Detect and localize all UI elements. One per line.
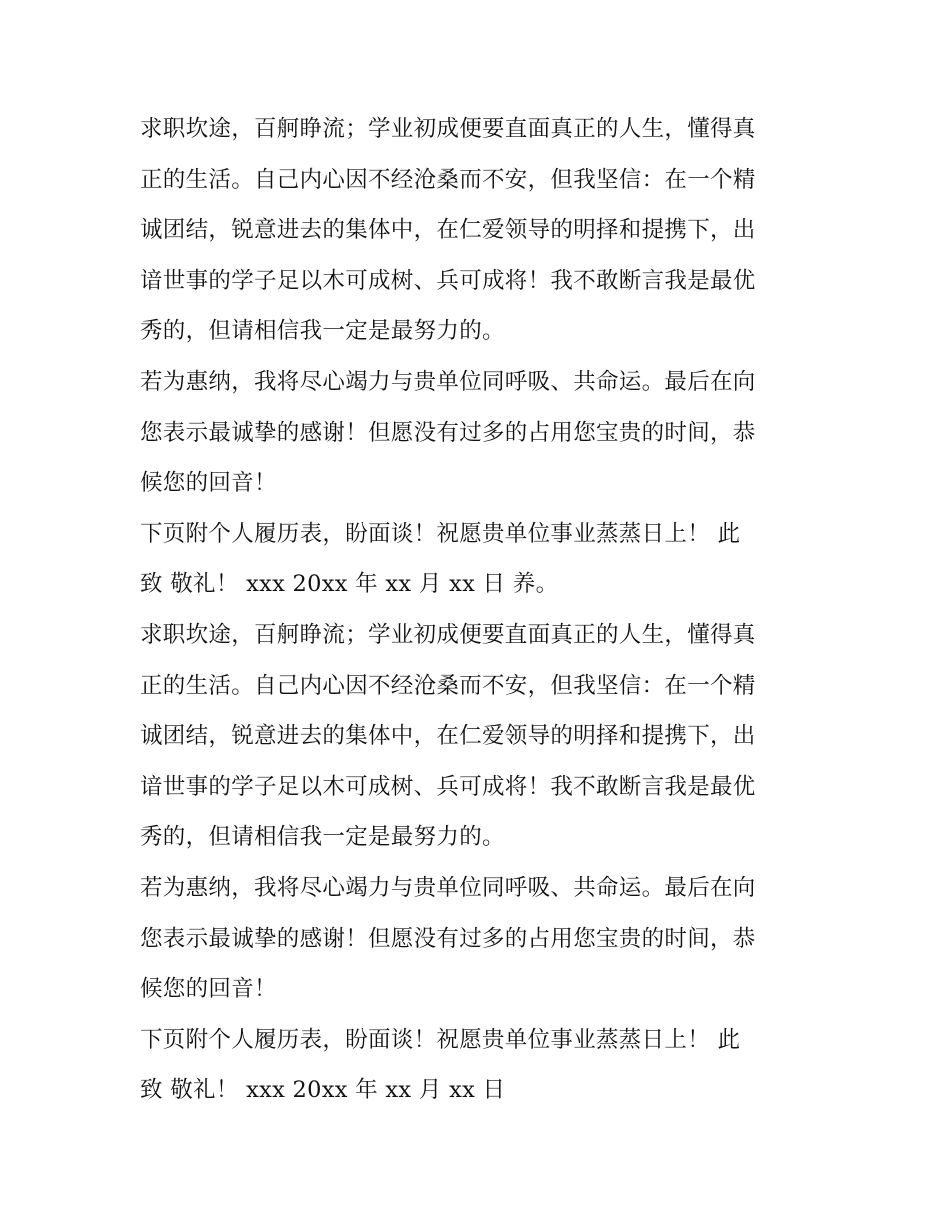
paragraph-closing-2 bbox=[140, 1015, 820, 1116]
text-line: 致 敬礼！ xxx 20xx 年 xx 月 xx 日 bbox=[140, 1077, 506, 1104]
text-line: 谙世事的学子足以木可成树、兵可成将！我不敢断言我是最优 bbox=[140, 267, 756, 294]
document-body bbox=[140, 104, 820, 1116]
text-line: 若为惠纳，我将尽心竭力与贵单位同呼吸、共命运。最后在向 bbox=[140, 874, 756, 901]
text-line: 致 敬礼！ xxx 20xx 年 xx 月 xx 日 养。 bbox=[140, 571, 559, 598]
paragraph-closing-1 bbox=[140, 509, 820, 610]
text-line: 正的生活。自己内心因不经沧桑而不安，但我坚信：在一个精 bbox=[140, 672, 756, 699]
text-line: 谙世事的学子足以木可成树、兵可成将！我不敢断言我是最优 bbox=[140, 773, 756, 800]
text-line: 下页附个人履历表，盼面谈！祝愿贵单位事业蒸蒸日上！ 此 bbox=[140, 520, 741, 547]
paragraph-thanks-1 bbox=[140, 357, 820, 509]
text-line: 候您的回音！ bbox=[140, 470, 277, 497]
paragraph-thanks-2 bbox=[140, 863, 820, 1015]
text-line: 诚团结，锐意进去的集体中，在仁爱领导的明择和提携下，出 bbox=[140, 723, 756, 750]
paragraph-job-search-2 bbox=[140, 610, 820, 863]
text-line: 下页附个人履历表，盼面谈！祝愿贵单位事业蒸蒸日上！ 此 bbox=[140, 1026, 741, 1053]
text-line: 候您的回音！ bbox=[140, 976, 277, 1003]
text-line: 诚团结，锐意进去的集体中，在仁爱领导的明择和提携下，出 bbox=[140, 217, 756, 244]
text-line: 秀的，但请相信我一定是最努力的。 bbox=[140, 318, 505, 345]
text-line: 求职坎途，百舸睁流；学业初成便要直面真正的人生，懂得真 bbox=[140, 621, 756, 648]
text-line: 正的生活。自己内心因不经沧桑而不安，但我坚信：在一个精 bbox=[140, 166, 756, 193]
text-line: 若为惠纳，我将尽心竭力与贵单位同呼吸、共命运。最后在向 bbox=[140, 368, 756, 395]
text-line: 秀的，但请相信我一定是最努力的。 bbox=[140, 824, 505, 851]
text-line: 您表示最诚挚的感谢！但愿没有过多的占用您宝贵的时间，恭 bbox=[140, 925, 756, 952]
text-line: 求职坎途，百舸睁流；学业初成便要直面真正的人生，懂得真 bbox=[140, 116, 756, 142]
text-line: 您表示最诚挚的感谢！但愿没有过多的占用您宝贵的时间，恭 bbox=[140, 419, 756, 446]
paragraph-job-search-1 bbox=[140, 104, 820, 357]
